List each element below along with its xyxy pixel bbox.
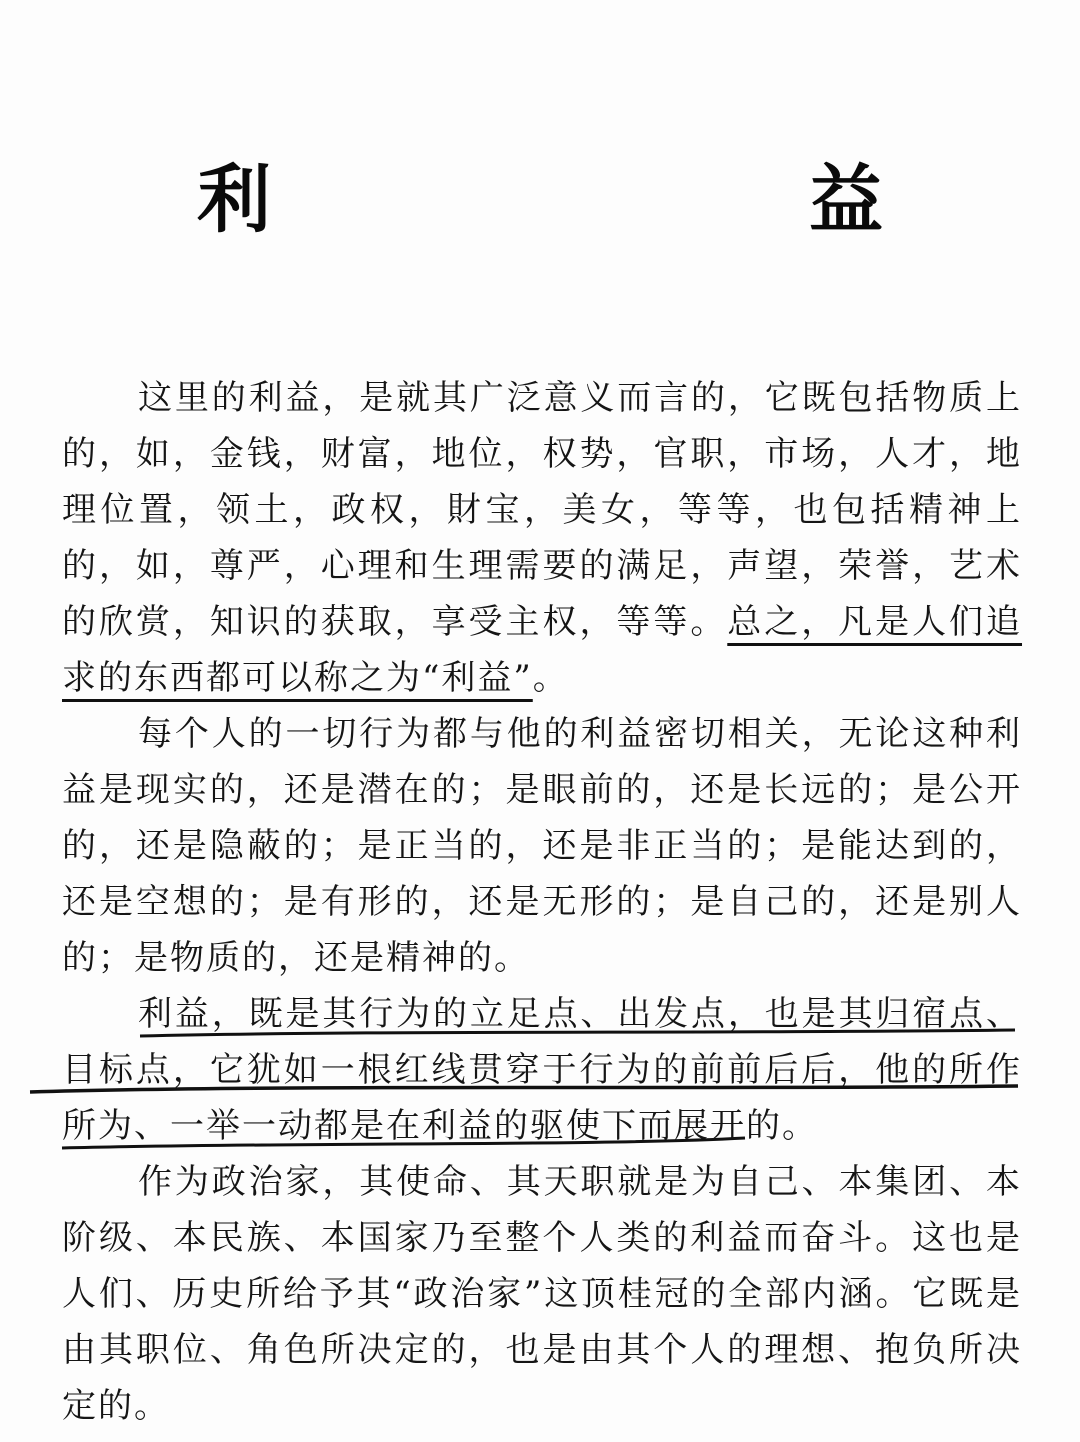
body-text bbox=[62, 370, 1022, 1434]
page-title: 利 益 bbox=[197, 156, 1013, 243]
paragraph-1-tail: 。 bbox=[532, 658, 569, 698]
paragraph-3-underlined-text: 利益，既是其行为的立足点、出发点，也是其归宿点、目标点，它犹如一根红线贯穿于行为的前前后后，他的所作所为、一举一动都是在利益的驱使下而展开的 bbox=[62, 994, 1022, 1146]
paragraph-1-text: 这里的利益，是就其广泛意义而言的，它既包括物质上的，如，金钱，财富，地位，权势，官职，市场，人才，地理位置，领土，政权，財宝，美女，等等，也包括精神上的，如，尊严，心理和生理需要的满足，声望，荣誉，艺术的欣赏，知识的获取，享受主权，等等。 bbox=[62, 378, 1022, 642]
paragraph-2 bbox=[62, 706, 1022, 986]
paragraph-2-text: 每个人的一切行为都与他的利益密切相关，无论这种利益是现实的，还是潜在的；是眼前的，还是长远的；是公开的，还是隐蔽的；是正当的，还是非正当的；是能达到的，还是空想的；是有形的，还是无形的；是自己的，还是别人的；是物质的，还是精神的。 bbox=[62, 714, 1022, 978]
paragraph-1 bbox=[62, 370, 1022, 706]
paragraph-4-text: 作为政治家，其使命、其天职就是为自己、本集团、本阶级、本民族、本国家乃至整个人类的利益而奋斗。这也是人们、历史所给予其“政治家”这顶桂冠的全部内涵。它既是由其职位、角色所决定的，也是由其个人的理想、抱负所决定的。 bbox=[62, 1162, 1022, 1426]
paragraph-4 bbox=[62, 1154, 1022, 1434]
paragraph-3-tail: 。 bbox=[782, 1106, 818, 1146]
paragraph-3 bbox=[62, 986, 1022, 1154]
paragraph-1-underlined-text: 总之，凡是人们追求的东西都可以称之为“利益” bbox=[62, 602, 1023, 698]
